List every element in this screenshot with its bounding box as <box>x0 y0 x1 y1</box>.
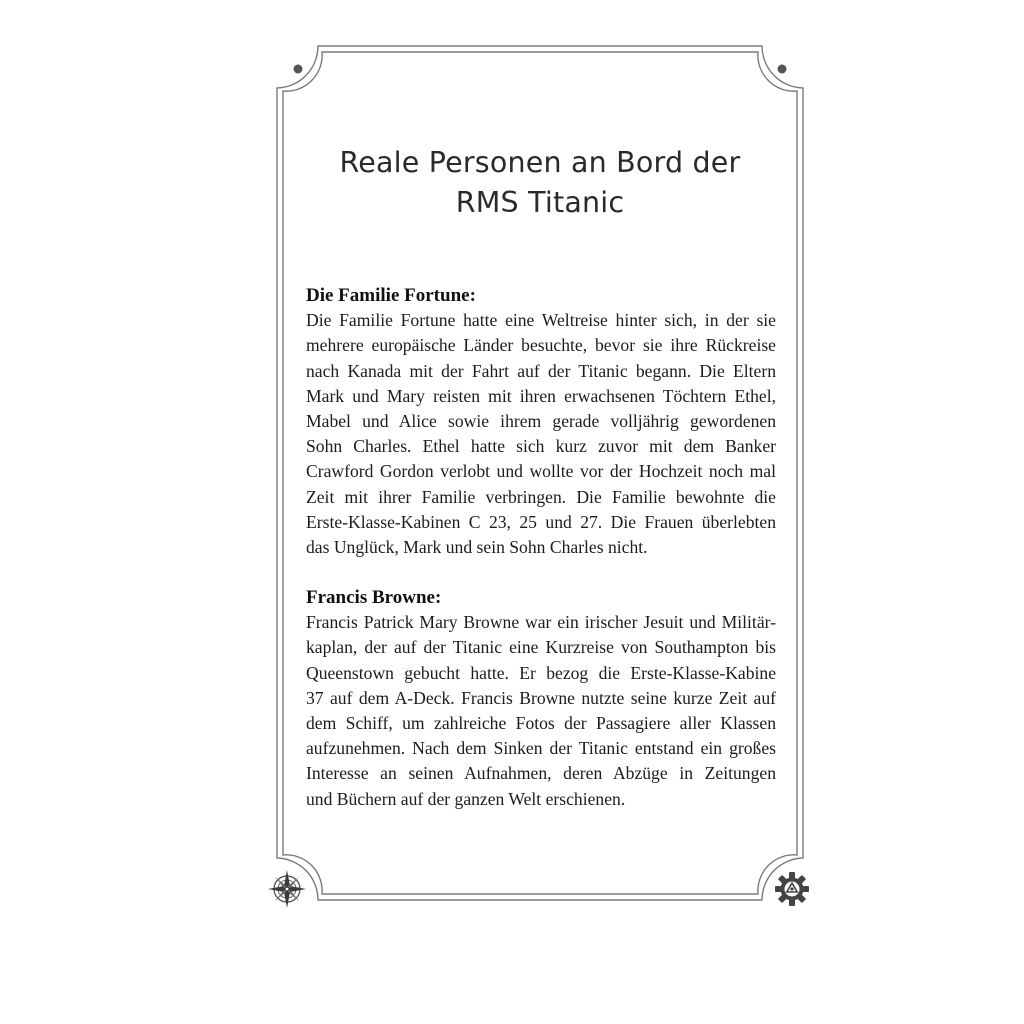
corner-dot-top-left <box>294 65 303 74</box>
page-title <box>300 143 780 223</box>
text-line: 37 auf dem A-Deck. Francis Browne nutzte seine kurze Zeit auf <box>306 687 776 708</box>
corner-dot-top-right <box>778 65 787 74</box>
section-body <box>306 308 776 560</box>
text-line: aufzunehmen. Nach dem Sinken der Titanic entstand ein großes <box>306 738 776 759</box>
text-line: Francis Patrick Mary Browne war ein irischer Jesuit und Militär- <box>306 612 776 633</box>
text-line: Queenstown gebucht hatte. Er bezog die Erste-Klasse-Kabine <box>306 662 776 683</box>
text-line: Die Familie Fortune hatte eine Weltreise hinter sich, in der sie <box>306 310 776 331</box>
text-line: Erste-Klasse-Kabinen C 23, 25 und 27. Die Frauen überlebten <box>306 511 776 532</box>
text-line: dem Schiff, um zahlreiche Fotos der Passagiere aller Klassen <box>306 713 776 734</box>
title-line-2: RMS Titanic <box>455 186 625 219</box>
text-line: und Büchern auf der ganzen Welt erschienen. <box>306 788 626 809</box>
text-line: Zeit mit ihrer Familie verbringen. Die Familie bewohnte die <box>306 486 776 507</box>
text-line: Interesse an seinen Aufnahmen, deren Abzüge in Zeitungen <box>306 763 776 784</box>
text-line: das Unglück, Mark und sein Sohn Charles nicht. <box>306 537 648 558</box>
text-line: Sohn Charles. Ethel hatte sich kurz zuvor mit dem Banker <box>306 436 776 457</box>
text-line: Crawford Gordon verlobt und wollte vor der Hochzeit noch mal <box>306 461 776 482</box>
section-body <box>306 610 776 812</box>
text-line: Mabel und Alice sowie ihrem gerade volljährig gewordenen <box>306 411 776 432</box>
compass-rose-icon <box>268 870 306 908</box>
text-line: kaplan, der auf der Titanic eine Kurzreise von Southampton bis <box>306 637 776 658</box>
text-line: Mark und Mary reisten mit ihren erwachsenen Töchtern Ethel, <box>306 385 776 406</box>
section-francis-browne <box>306 585 776 812</box>
text-line: mehrere europäische Länder besuchte, bevor sie ihre Rückreise <box>306 335 776 356</box>
section-heading: Francis Browne: <box>306 587 442 608</box>
section-heading: Die Familie Fortune: <box>306 285 476 306</box>
title-line-1: Reale Personen an Bord der <box>339 146 741 179</box>
section-familie-fortune <box>306 283 776 560</box>
gear-icon <box>775 872 809 906</box>
text-line: nach Kanada mit der Fahrt auf der Titanic begann. Die Eltern <box>306 360 776 381</box>
